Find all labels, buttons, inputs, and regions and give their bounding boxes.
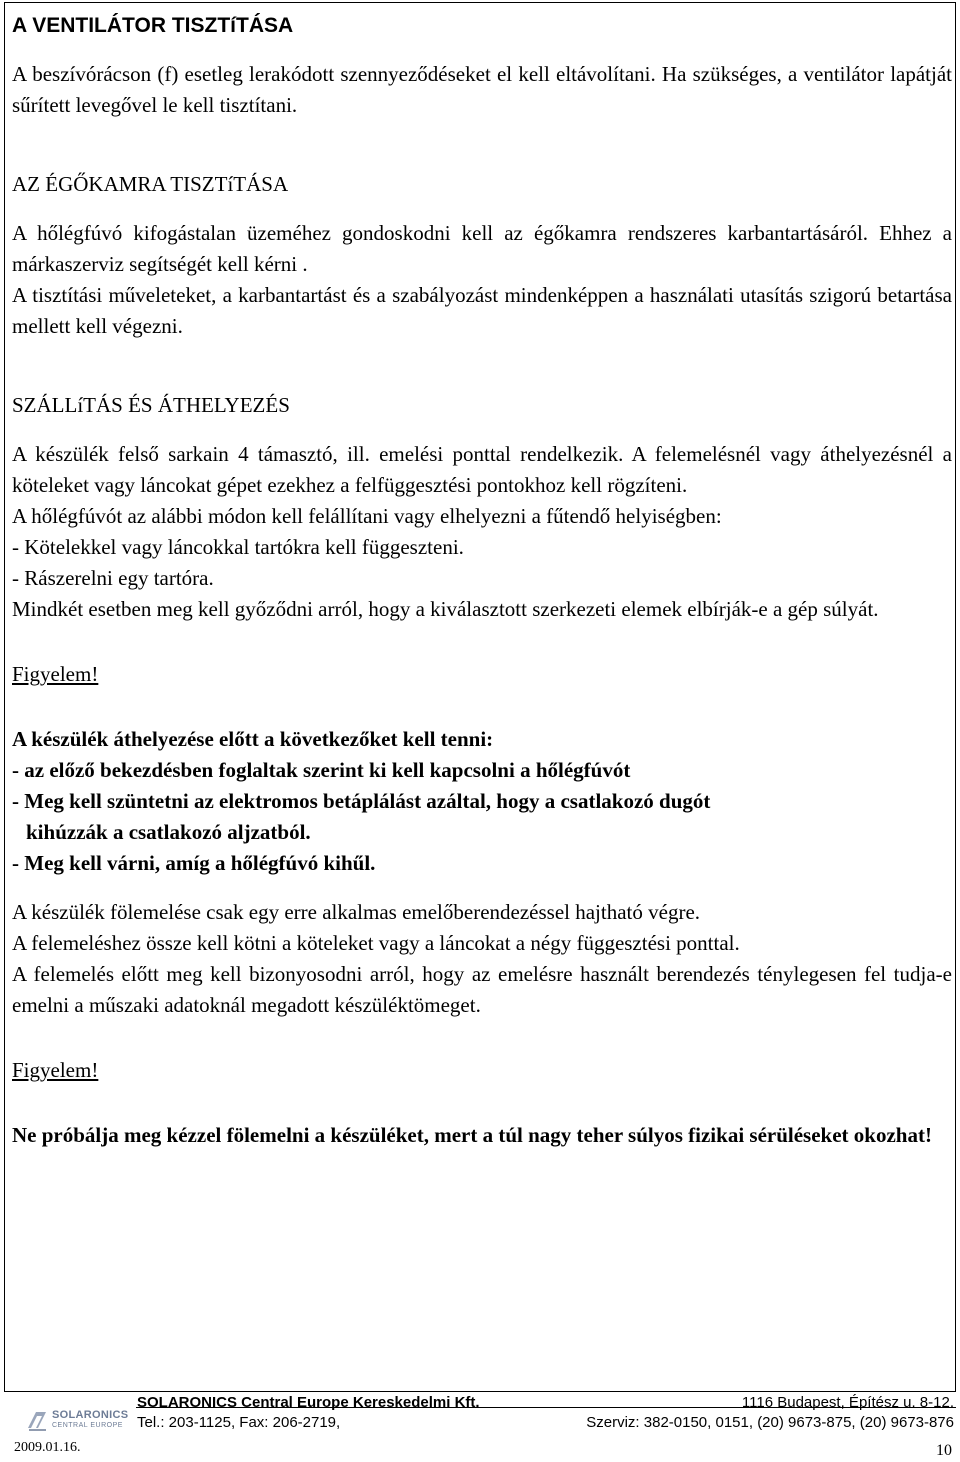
line-szallitas-3: - Rászerelni egy tartóra. xyxy=(12,566,214,590)
warning-bold-line-1: A készülék áthelyezése előtt a következőket kell tenni: xyxy=(12,727,494,751)
document-body xyxy=(12,10,952,1151)
paragraph-szallitas-1: A készülék felső sarkain 4 támasztó, ill. emelési ponttal rendelkezik. A felemelésnél vagy áthelyezésnél a köteleket vagy láncokat gépet ezekhez a felfüggesztési pontokhoz kell rögzíteni. xyxy=(12,442,952,497)
paragraph-egokamra-1: A hőlégfúvó kifogástalan üzeméhez gondoskodni kell az égőkamra rendszeres karbantartásáról. Ehhez a márkaszerviz segítségét kell kérni . xyxy=(12,221,952,276)
solaronics-logo-icon xyxy=(26,1408,48,1432)
footer-company: SOLARONICS Central Europe Kereskedelmi Kft. xyxy=(137,1394,480,1411)
footer-service-phones: Szerviz: 382-0150, 0151, (20) 9673-875, (20) 9673-876 xyxy=(586,1414,954,1431)
warning-label-1: Figyelem! xyxy=(12,662,99,686)
warning-bold-paragraph: Ne próbálja meg kézzel fölemelni a készüléket, mert a túl nagy teher súlyos fizikai sérüléseket okozhat! xyxy=(12,1123,932,1147)
paragraph-egokamra-2: A tisztítási műveleteket, a karbantartást és a szabályozást mindenképpen a használati utasítás szigorú betartása mellett kell végezni. xyxy=(12,283,952,338)
warning-paragraph-7: A felemelés előtt meg kell bizonyosodni arról, hogy az emelésre használt berendezés ténylegesen fel tudja-e emelni a műszaki adatoknál megadott készüléktömeget. xyxy=(12,962,952,1017)
company-logo xyxy=(26,1404,129,1438)
logo-subtext: CENTRAL EUROPE xyxy=(52,1422,123,1429)
heading-szallitas: SZÁLLíTÁS ÉS ÁTHELYEZÉS xyxy=(12,393,290,417)
warning-line-6: A felemeléshez össze kell kötni a köteleket vagy a láncokat a négy függesztési ponttal. xyxy=(12,931,740,955)
footer-address: 1116 Budapest, Építész u. 8-12. xyxy=(741,1394,954,1411)
footer-date: 2009.01.16. xyxy=(14,1440,81,1455)
warning-bold-line-3: - Meg kell szüntetni az elektromos betáplálást azáltal, hogy a csatlakozó dugót xyxy=(12,789,711,813)
warning-bold-line-4: - Meg kell várni, amíg a hőlégfúvó kihűl. xyxy=(12,851,376,875)
heading-ventilator: A VENTILÁTOR TISZTíTÁSA xyxy=(12,14,294,37)
logo-text: SOLARONICS xyxy=(52,1409,129,1421)
warning-label-2: Figyelem! xyxy=(12,1058,99,1082)
warning-line-5: A készülék fölemelése csak egy erre alkalmas emelőberendezéssel hajtható végre. xyxy=(12,900,701,924)
line-szallitas-1: A hőlégfúvót az alábbi módon kell felállítani vagy elhelyezni a fűtendő helyiségben: xyxy=(12,504,722,528)
footer-phone-fax: Tel.: 203-1125, Fax: 206-2719, xyxy=(137,1414,341,1431)
line-szallitas-2: - Kötelekkel vagy láncokkal tartókra kell függeszteni. xyxy=(12,535,464,559)
page-footer xyxy=(0,1392,960,1462)
paragraph-szallitas-2: Mindkét esetben meg kell győződni arról, hogy a kiválasztott szerkezeti elemek elbírják-e a gép súlyát. xyxy=(12,597,879,621)
paragraph-ventilator: A beszívórácson (f) esetleg lerakódott szennyeződéseket el kell eltávolítani. Ha szükséges, a ventilátor lapátját sűrített levegővel le kell tisztítani. xyxy=(12,62,952,117)
heading-egokamra: AZ ÉGŐKAMRA TISZTíTÁSA xyxy=(12,172,289,196)
page-number: 10 xyxy=(936,1442,952,1459)
warning-bold-line-3b: kihúzzák a csatlakozó aljzatból. xyxy=(26,820,311,844)
warning-bold-line-2: - az előző bekezdésben foglaltak szerint ki kell kapcsolni a hőlégfúvót xyxy=(12,758,631,782)
